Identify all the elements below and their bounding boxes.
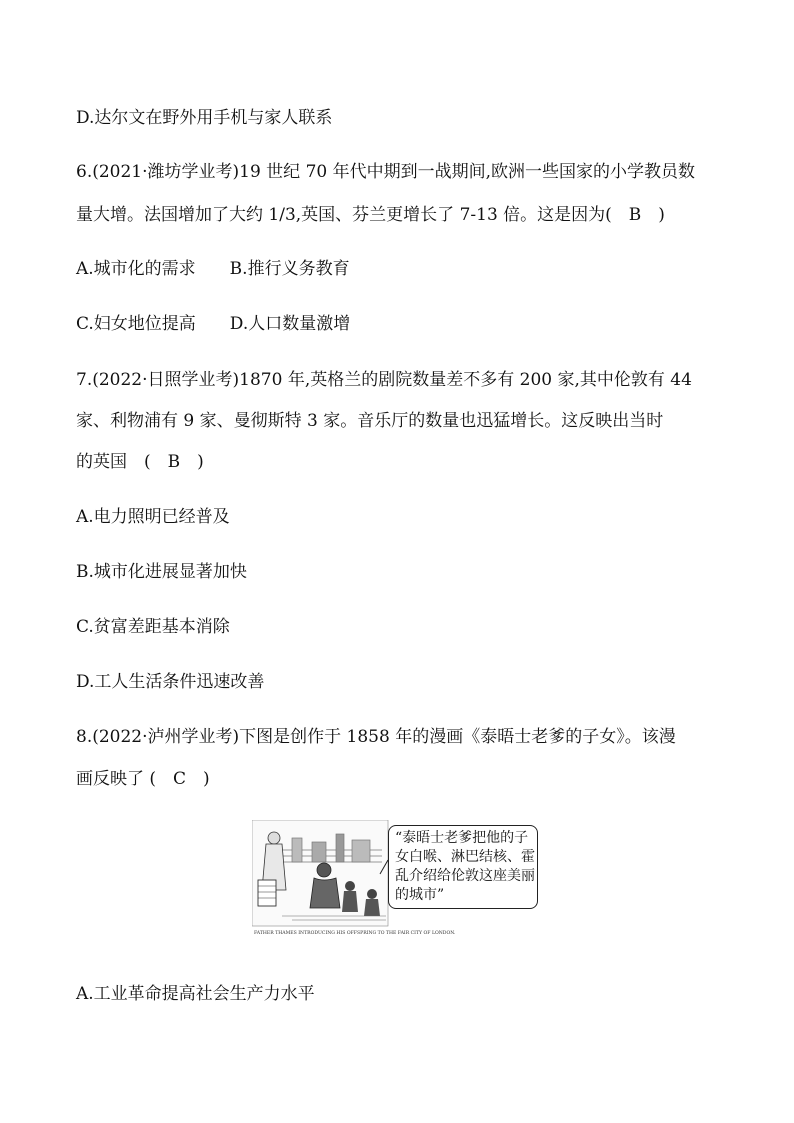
question-6-line-1: 6.(2021·潍坊学业考)19 世纪 70 年代中期到一战期间,欧洲一些国家的小学教员数 bbox=[76, 162, 696, 182]
option-5d: D.达尔文在野外用手机与家人联系 bbox=[76, 108, 333, 128]
option-7a: A.电力照明已经普及 bbox=[76, 507, 230, 527]
option-8a: A.工业革命提高社会生产力水平 bbox=[76, 984, 315, 1004]
question-6-line-2: 量大增。法国增加了大约 1/3,英国、芬兰更增长了 7-13 倍。这是因为( B ) bbox=[76, 205, 665, 225]
options-6-ab: A.城市化的需求 B.推行义务教育 bbox=[76, 259, 350, 279]
bubble-line-4: 的城市” bbox=[395, 887, 445, 903]
option-7c: C.贫富差距基本消除 bbox=[76, 617, 230, 637]
bubble-line-2: 女白喉、淋巴结核、霍 bbox=[395, 849, 535, 865]
options-6-cd: C.妇女地位提高 D.人口数量激增 bbox=[76, 314, 351, 334]
bubble-line-3: 乱介绍给伦敦这座美丽 bbox=[395, 868, 535, 884]
question-8-line-2: 画反映了 ( C ) bbox=[76, 769, 210, 789]
option-7d: D.工人生活条件迅速改善 bbox=[76, 672, 265, 692]
question-7-line-3: 的英国 ( B ) bbox=[76, 452, 204, 472]
bubble-line-1: “泰晤士老爹把他的子 bbox=[395, 830, 529, 846]
question-7-line-1: 7.(2022·日照学业考)1870 年,英格兰的剧院数量差不多有 200 家,其中伦敦有 44 bbox=[76, 370, 692, 390]
question-8-line-1: 8.(2022·泸州学业考)下图是创作于 1858 年的漫画《泰晤士老爹的子女》。该漫 bbox=[76, 727, 676, 747]
cartoon-caption: FATHER THAMES INTRODUCING HIS OFFSPRING TO THE FAIR CITY OF LONDON. bbox=[254, 931, 456, 936]
question-7-line-2: 家、利物浦有 9 家、曼彻斯特 3 家。音乐厅的数量也迅猛增长。这反映出当时 bbox=[76, 411, 664, 431]
option-7b: B.城市化进展显著加快 bbox=[76, 562, 247, 582]
speech-bubble bbox=[388, 825, 538, 909]
